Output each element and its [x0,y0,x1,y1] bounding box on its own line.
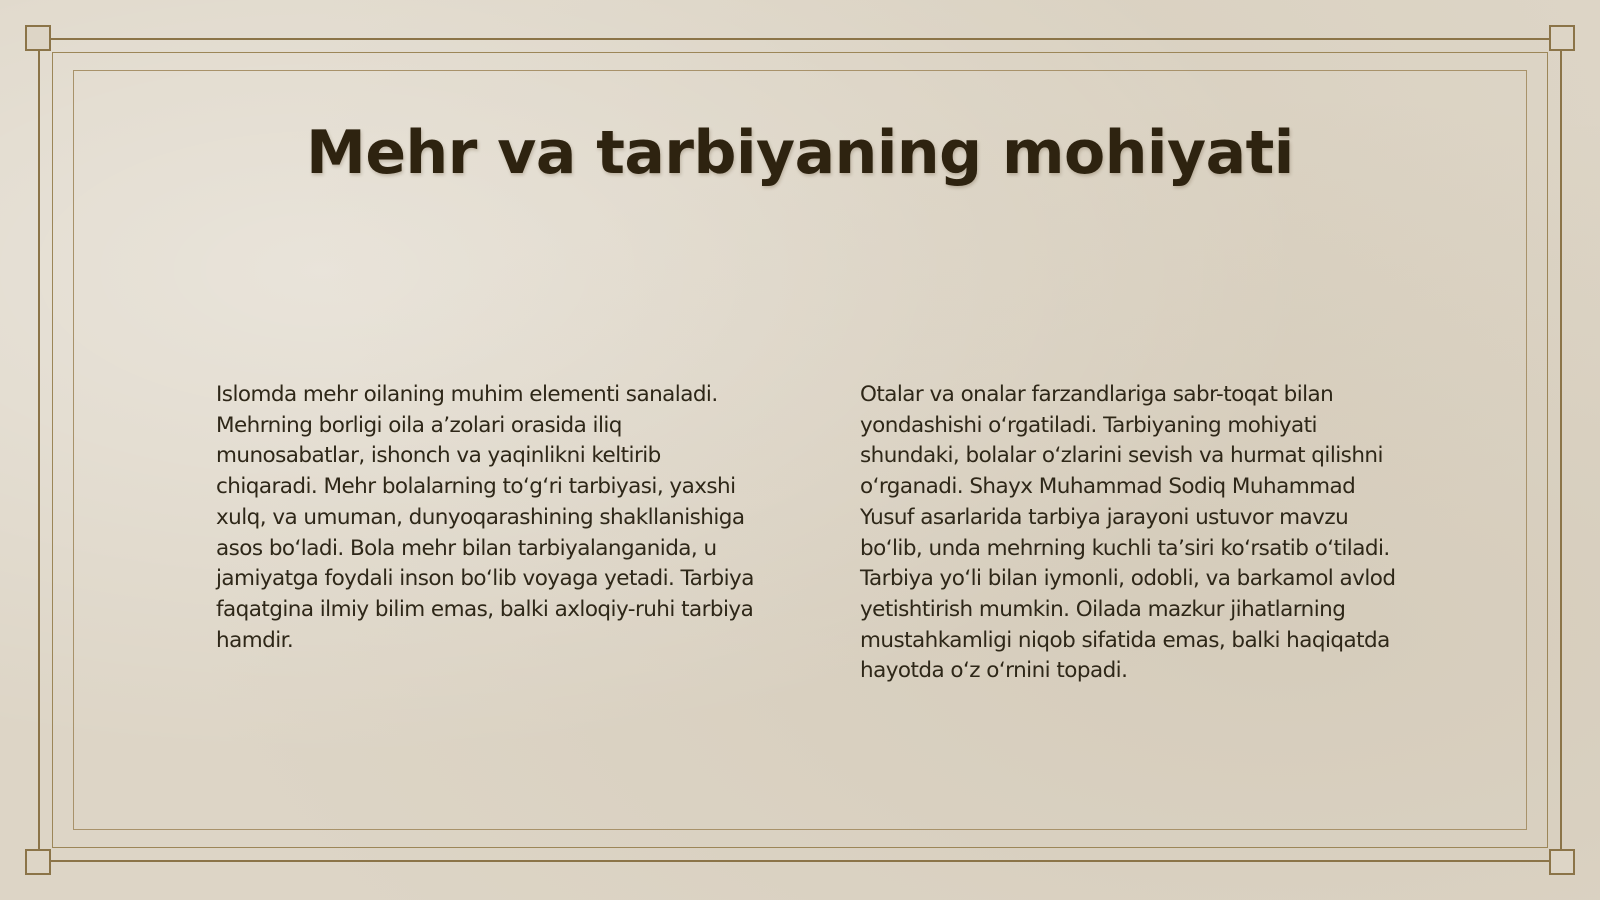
corner-ornament-bottom-right [1549,849,1575,875]
left-paragraph: Islomda mehr oilaning muhim elementi sanaladi. Mehrning borligi oila a’zolari orasida iliq munosabatlar, ishonch va yaqinlikni keltirib chiqaradi. Mehr bolalarning to‘g‘ri tarbiyasi, yaxshi xulq, va umuman, dunyoqarashining shakllanishiga asos bo‘ladi. Bola mehr bilan tarbiyalanganida, u jamiyatga foydali inson bo‘lib voyaga yetadi. Tarbiya faqatgina ilmiy bilim emas, balki axloqiy-ruhi tarbiya hamdir. [216,382,754,653]
corner-ornament-bottom-left [25,849,51,875]
right-paragraph: Otalar va onalar farzandlariga sabr-toqat bilan yondashishi o‘rgatiladi. Tarbiyaning mohiyati shundaki, bolalar o‘zlarini sevish va hurmat qilishni o‘rganadi. Shayx Muhammad Sodiq Muhammad Yusuf asarlarida tarbiya jarayoni ustuvor mavzu bo‘lib, unda mehrning kuchli ta’siri ko‘rsatib o‘tiladi. Tarbiya yo‘li bilan iymonli, odobli, va barkamol avlod yetishtirish mumkin. Oilada mazkur jihatlarning mustahkamligi niqob sifatida emas, balki haqiqatda hayotda o‘z o‘rnini topadi. [860,382,1396,684]
corner-ornament-top-left [25,25,51,51]
slide-title: Mehr va tarbiyaning mohiyati [306,118,1294,188]
corner-ornament-top-right [1549,25,1575,51]
